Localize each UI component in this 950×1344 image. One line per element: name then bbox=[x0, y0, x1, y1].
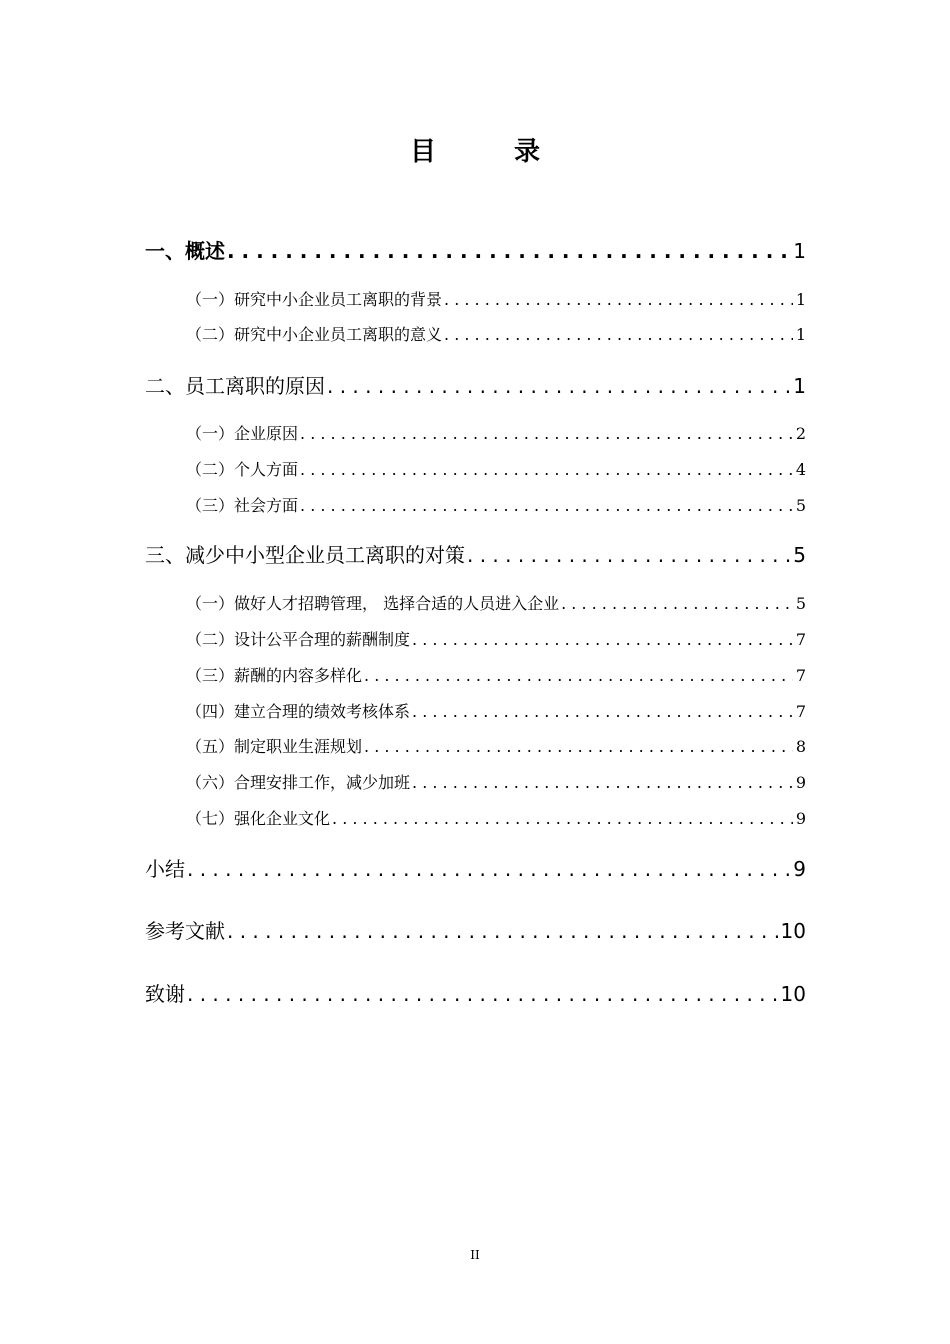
toc-page-number: 1 bbox=[795, 325, 806, 344]
toc-page-number: 5 bbox=[793, 543, 806, 567]
toc-entry-label: （三）社会方面 bbox=[186, 496, 299, 515]
toc-page-number: 5 bbox=[795, 594, 806, 613]
toc-entry-overview[interactable] bbox=[145, 237, 806, 265]
toc-entry-label: （一）做好人才招聘管理， 选择合适的人员进入企业 bbox=[186, 594, 560, 613]
toc-entry-label: （三）薪酬的内容多样化 bbox=[186, 666, 363, 685]
toc-dot-leader bbox=[467, 541, 790, 569]
toc-entry-enterprise-reasons[interactable] bbox=[186, 423, 806, 445]
toc-page-number: 9 bbox=[795, 809, 806, 828]
toc-page-number: 1 bbox=[795, 290, 806, 309]
toc-page-number: 10 bbox=[780, 982, 806, 1006]
toc-entry-recruitment[interactable] bbox=[186, 593, 806, 615]
toc-dot-leader bbox=[227, 237, 790, 265]
toc-entry-personal-aspects[interactable] bbox=[186, 459, 806, 481]
toc-entry-salary-diversity[interactable] bbox=[186, 665, 806, 687]
toc-dot-leader bbox=[327, 372, 790, 400]
toc-dot-leader bbox=[300, 495, 793, 517]
toc-dot-leader bbox=[364, 736, 793, 758]
toc-entry-social-aspects[interactable] bbox=[186, 495, 806, 517]
toc-entry-label: （七）强化企业文化 bbox=[186, 809, 331, 828]
toc-dot-leader bbox=[187, 980, 778, 1008]
toc-dot-leader bbox=[364, 665, 793, 687]
toc-entry-label: 致谢 bbox=[145, 982, 185, 1006]
toc-page-number: 7 bbox=[795, 630, 806, 649]
toc-entry-corporate-culture[interactable] bbox=[186, 808, 806, 830]
toc-entry-countermeasures[interactable] bbox=[145, 541, 806, 569]
toc-entry-label: 小结 bbox=[145, 857, 185, 881]
toc-entry-summary[interactable] bbox=[145, 855, 806, 883]
toc-entry-label: （一）研究中小企业员工离职的背景 bbox=[186, 290, 443, 309]
toc-page-number: 9 bbox=[795, 773, 806, 792]
toc-page-number: 5 bbox=[795, 496, 806, 515]
toc-dot-leader bbox=[412, 629, 793, 651]
toc-dot-leader bbox=[561, 593, 793, 615]
toc-entry-background[interactable] bbox=[186, 289, 806, 311]
toc-entry-significance[interactable] bbox=[186, 324, 806, 346]
toc-entry-label: （四）建立合理的绩效考核体系 bbox=[186, 702, 411, 721]
toc-page-number: 10 bbox=[780, 919, 806, 943]
toc-entry-label: （一）企业原因 bbox=[186, 424, 299, 443]
toc-dot-leader bbox=[332, 808, 793, 830]
toc-entry-reasons[interactable] bbox=[145, 372, 806, 400]
toc-entry-label: 二、员工离职的原因 bbox=[145, 374, 325, 398]
toc-entry-label: 三、减少中小型企业员工离职的对策 bbox=[145, 543, 465, 567]
toc-entry-label: （六）合理安排工作，减少加班 bbox=[186, 773, 411, 792]
toc-entry-salary-system[interactable] bbox=[186, 629, 806, 651]
footer-page-number: II bbox=[470, 1248, 480, 1262]
toc-page-number: 9 bbox=[793, 857, 806, 881]
toc-entry-label: 一、概述 bbox=[145, 239, 225, 263]
toc-entry-label: （二）个人方面 bbox=[186, 460, 299, 479]
toc-dot-leader bbox=[300, 459, 793, 481]
toc-page-number: 1 bbox=[793, 374, 806, 398]
toc-page-number: 8 bbox=[795, 737, 806, 756]
toc-entry-career-planning[interactable] bbox=[186, 736, 806, 758]
toc-dot-leader bbox=[187, 855, 790, 883]
toc-dot-leader bbox=[444, 324, 793, 346]
page-title: 目 录 bbox=[409, 137, 566, 167]
toc-entry-work-arrangement[interactable] bbox=[186, 772, 806, 794]
toc-dot-leader bbox=[444, 289, 793, 311]
toc-page-number: 2 bbox=[795, 424, 806, 443]
toc-dot-leader bbox=[227, 917, 778, 945]
toc-dot-leader bbox=[412, 772, 793, 794]
toc-page-number: 7 bbox=[795, 702, 806, 721]
toc-entry-acknowledgements[interactable] bbox=[145, 980, 806, 1008]
toc-dot-leader bbox=[412, 701, 793, 723]
toc-entry-label: （五）制定职业生涯规划 bbox=[186, 737, 363, 756]
toc-entry-references[interactable] bbox=[145, 917, 806, 945]
toc-entry-performance-system[interactable] bbox=[186, 701, 806, 723]
toc-entry-label: （二）研究中小企业员工离职的意义 bbox=[186, 325, 443, 344]
toc-page-number: 7 bbox=[795, 666, 806, 685]
toc-dot-leader bbox=[300, 423, 793, 445]
toc-page-number: 1 bbox=[793, 239, 806, 263]
toc-entry-label: 参考文献 bbox=[145, 919, 225, 943]
toc-page-number: 4 bbox=[795, 460, 806, 479]
toc-entry-label: （二）设计公平合理的薪酬制度 bbox=[186, 630, 411, 649]
